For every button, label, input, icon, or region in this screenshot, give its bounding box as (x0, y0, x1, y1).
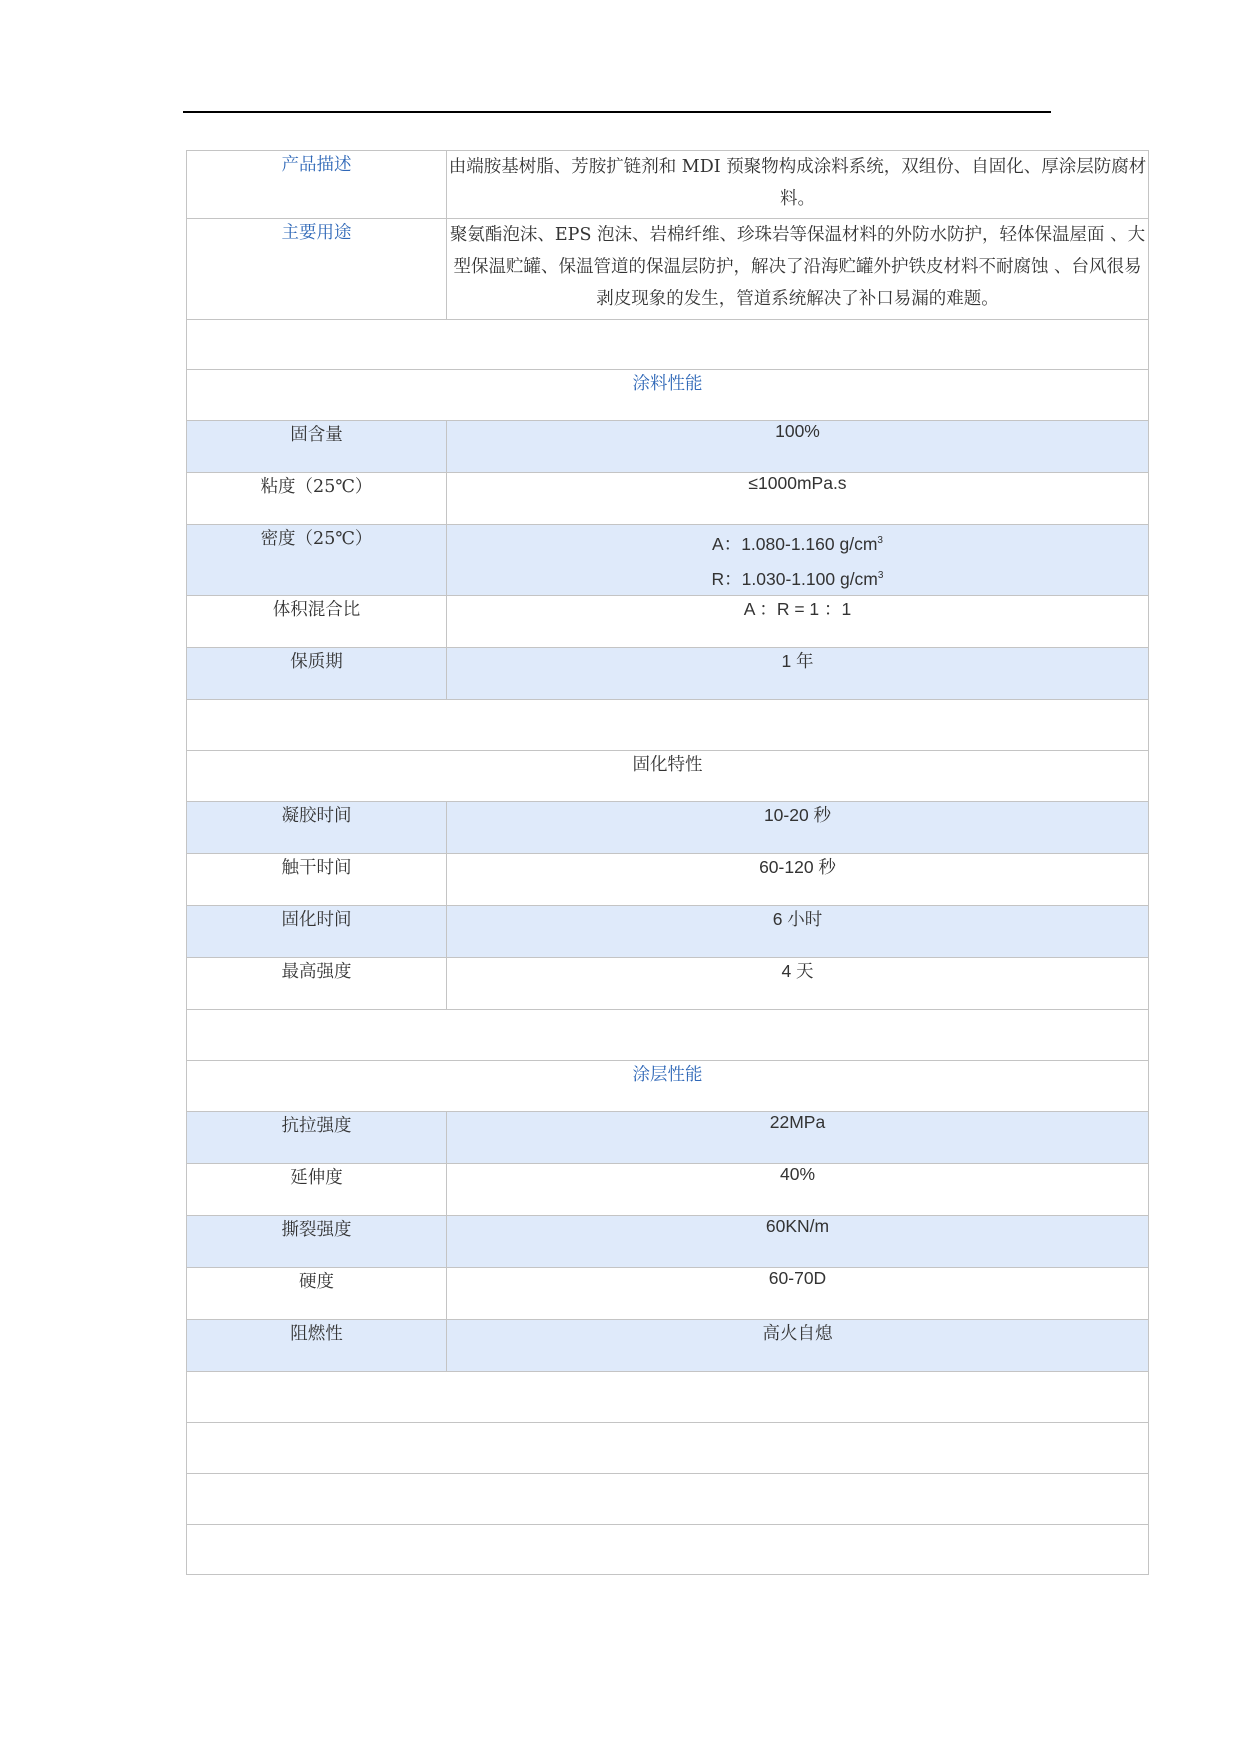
spacer-cell (187, 320, 1149, 370)
row-hardness (187, 1267, 1149, 1319)
spacer-cell (187, 1422, 1149, 1473)
label-tack-free-time: 触干时间 (187, 853, 447, 905)
label-density: 密度（25℃） (187, 525, 447, 596)
density-a-sup: 3 (877, 535, 883, 546)
row-viscosity (187, 473, 1149, 525)
spacer-cell (187, 1524, 1149, 1574)
row-elongation (187, 1163, 1149, 1215)
spacer-cell (187, 699, 1149, 750)
section-title-film: 涂层性能 (187, 1060, 1149, 1111)
spec-table (186, 150, 1149, 1575)
value-cure-time: 6 小时 (447, 905, 1149, 957)
density-a-text: A：1.080-1.160 g/cm (712, 533, 878, 554)
label-mix-ratio: 体积混合比 (187, 595, 447, 647)
label-tensile-strength: 抗拉强度 (187, 1111, 447, 1163)
row-main-use (187, 219, 1149, 320)
spacer-row (187, 1009, 1149, 1060)
label-viscosity: 粘度（25℃） (187, 473, 447, 525)
density-b-text: R：1.030-1.100 g/cm (711, 568, 878, 589)
value-main-use: 聚氨酯泡沫、EPS 泡沫、岩棉纤维、珍珠岩等保温材料的外防水防护，轻体保温屋面 、大型保温贮罐、保温管道的保温层防护，解决了沿海贮罐外护铁皮材料不耐腐蚀 、台风很易剥皮现象的发生，管道系统解决了补口易漏的难题。 (447, 219, 1149, 320)
value-tear-strength: 60KN/m (447, 1215, 1149, 1267)
spacer-row (187, 1473, 1149, 1524)
row-tensile-strength (187, 1111, 1149, 1163)
row-product-description (187, 151, 1149, 219)
value-gel-time: 10-20 秒 (447, 801, 1149, 853)
spacer-row (187, 1371, 1149, 1422)
density-b-sup: 3 (877, 569, 884, 581)
label-shelf-life: 保质期 (187, 647, 447, 699)
spacer-cell (187, 1473, 1149, 1524)
row-solid-content (187, 421, 1149, 473)
value-tack-free-time: 60-120 秒 (447, 853, 1149, 905)
label-main-use: 主要用途 (187, 219, 447, 320)
label-max-strength: 最高强度 (187, 957, 447, 1009)
header-rule (183, 111, 1051, 113)
section-coating (187, 370, 1149, 421)
value-mix-ratio: A ：R = 1 ：1 (447, 595, 1149, 647)
row-cure-time (187, 905, 1149, 957)
value-flame-retardancy: 高火自熄 (447, 1319, 1149, 1371)
spacer-cell (187, 1371, 1149, 1422)
row-shelf-life (187, 647, 1149, 699)
row-tack-free-time (187, 853, 1149, 905)
spacer-cell (187, 1009, 1149, 1060)
label-flame-retardancy: 阻燃性 (187, 1319, 447, 1371)
density-line-b (447, 560, 1148, 595)
spacer-row (187, 1422, 1149, 1473)
label-elongation: 延伸度 (187, 1163, 447, 1215)
row-tear-strength (187, 1215, 1149, 1267)
spacer-row (187, 320, 1149, 370)
label-gel-time: 凝胶时间 (187, 801, 447, 853)
value-shelf-life: 1 年 (447, 647, 1149, 699)
label-product-description: 产品描述 (187, 151, 447, 219)
spacer-row (187, 699, 1149, 750)
label-hardness: 硬度 (187, 1267, 447, 1319)
value-solid-content: 100% (447, 421, 1149, 473)
section-title-cure: 固化特性 (187, 750, 1149, 801)
value-viscosity: ≤1000mPa.s (447, 473, 1149, 525)
row-gel-time (187, 801, 1149, 853)
section-cure (187, 750, 1149, 801)
value-tensile-strength: 22MPa (447, 1111, 1149, 1163)
value-max-strength: 4 天 (447, 957, 1149, 1009)
value-product-description: 由端胺基树脂、芳胺扩链剂和 MDI 预聚物构成涂料系统，双组份、自固化、厚涂层防腐材料。 (447, 151, 1149, 219)
row-flame-retardancy (187, 1319, 1149, 1371)
spacer-row (187, 1524, 1149, 1574)
label-cure-time: 固化时间 (187, 905, 447, 957)
label-solid-content: 固含量 (187, 421, 447, 473)
density-line-a (447, 525, 1148, 560)
section-title-coating: 涂料性能 (187, 370, 1149, 421)
section-film (187, 1060, 1149, 1111)
value-hardness: 60-70D (447, 1267, 1149, 1319)
value-density (447, 525, 1149, 596)
row-mix-ratio (187, 595, 1149, 647)
row-max-strength (187, 957, 1149, 1009)
label-tear-strength: 撕裂强度 (187, 1215, 447, 1267)
value-elongation: 40% (447, 1163, 1149, 1215)
row-density (187, 525, 1149, 596)
